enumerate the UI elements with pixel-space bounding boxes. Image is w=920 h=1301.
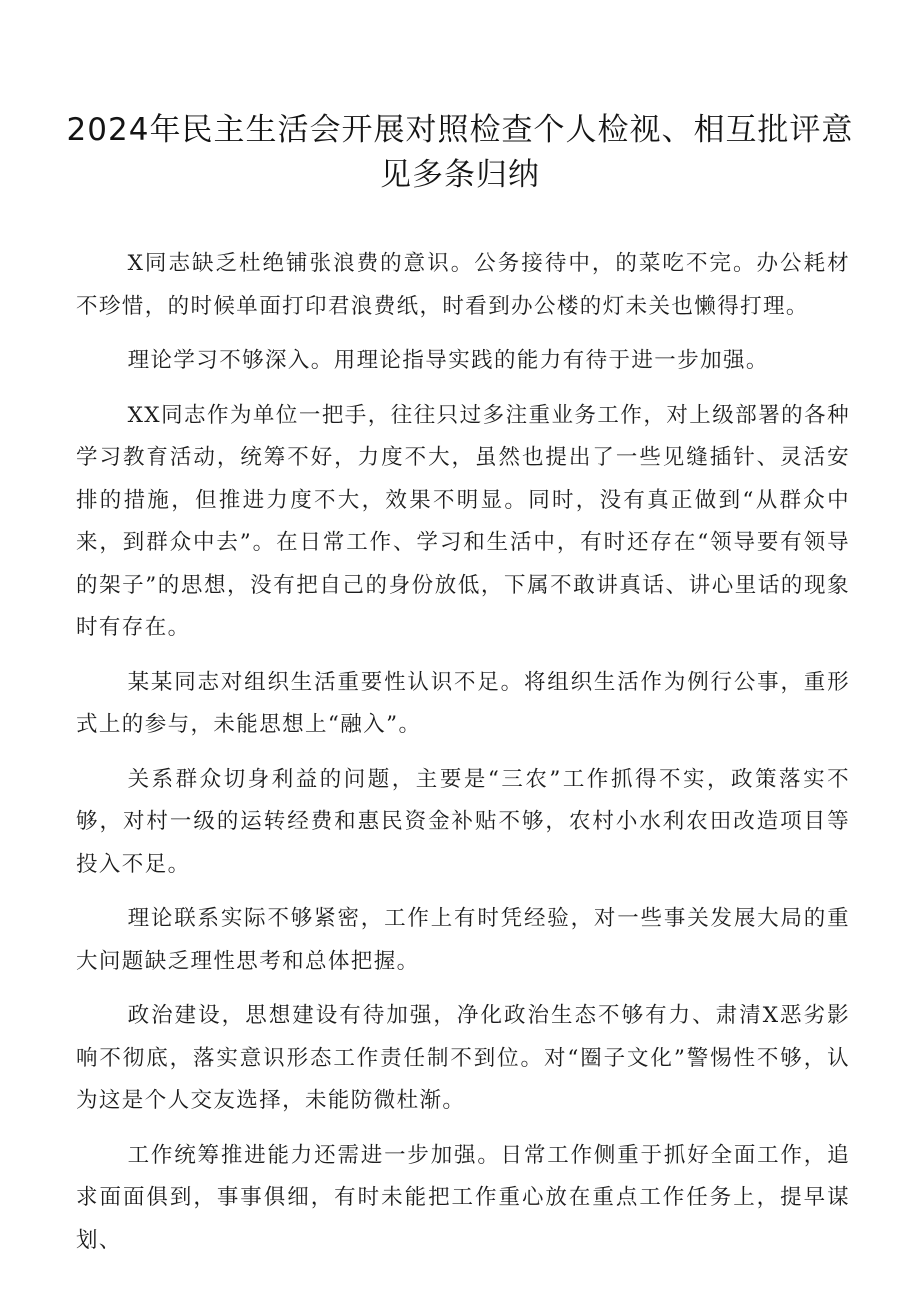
paragraph: 政治建设，思想建设有待加强，净化政治生态不够有力、肃清X恶劣影响不彻底，落实意识形态工作责任制不到位。对“圈子文化”警惕性不够，认为这是个人交友选择，未能防微杜渐。 (76, 1003, 850, 1113)
paragraph: 理论学习不够深入。用理论指导实践的能力有待于进一步加强。 (127, 348, 769, 373)
paragraph: 理论联系实际不够紧密，工作上有时凭经验，对一些事关发展大局的重大问题缺乏理性思考和总体把握。 (76, 906, 850, 974)
paragraph: XX同志作为单位一把手，往往只过多注重业务工作，对上级部署的各种学习教育活动，统筹不好，力度不大，虽然也提出了一些见缝插针、灵活安排的措施，但推进力度不大，效果不明显。同时，没有真正做到“从群众中来，到群众中去”。在日常工作、学习和生活中，有时还存在“领导要有领导的架子”的思想，没有把自己的身份放低，下属不敢讲真话、讲心里话的现象时有存在。 (76, 402, 850, 640)
document-body (76, 243, 850, 1274)
document-title: 2024年民主生活会开展对照检查个人检视、相互批评意见多条归纳 (66, 112, 854, 193)
paragraph: 关系群众切身利益的问题，主要是“三农”工作抓得不实，政策落实不够，对村一级的运转经费和惠民资金补贴不够，农村小水利农田改造项目等投入不足。 (76, 766, 850, 877)
paragraph: 工作统筹推进能力还需进一步加强。日常工作侧重于抓好全面工作，追求面面俱到，事事俱细，有时未能把工作重心放在重点工作任务上，提早谋划、 (76, 1142, 850, 1253)
paragraph: 某某同志对组织生活重要性认识不足。将组织生活作为例行公事，重形式上的参与，未能思想上“融入”。 (76, 669, 850, 737)
paragraph: X同志缺乏杜绝铺张浪费的意识。公务接待中，的菜吃不完。办公耗材不珍惜，的时候单面打印君浪费纸，时看到办公楼的灯未关也懒得打理。 (76, 251, 850, 319)
